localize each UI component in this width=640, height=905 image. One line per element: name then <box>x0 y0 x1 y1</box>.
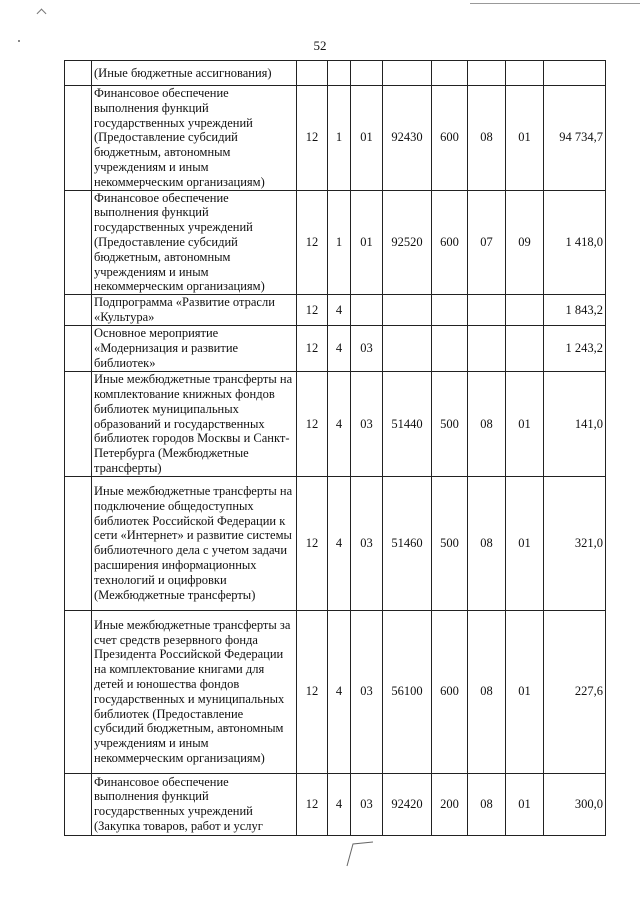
section-cell: 07 <box>468 190 506 295</box>
name-cell: Финансовое обеспечение выполнения функций государственных учреждений (Предоставление субсидий бюджетным, автономным учреждениям и иным некоммерческим организациям) <box>92 190 297 295</box>
table-row <box>65 295 606 326</box>
row-number-cell <box>65 295 92 326</box>
program-code-cell: 12 <box>297 86 328 191</box>
subsection-cell: 01 <box>506 86 544 191</box>
subprogram-code-cell: 4 <box>328 326 351 372</box>
subsection-cell: 01 <box>506 476 544 610</box>
table-row <box>65 326 606 372</box>
target-article-cell <box>383 326 432 372</box>
activity-code-cell: 01 <box>351 86 383 191</box>
table-row <box>65 61 606 86</box>
target-article-cell: 92430 <box>383 86 432 191</box>
page-number: 52 <box>313 38 327 53</box>
table-row <box>65 476 606 610</box>
expense-type-cell: 500 <box>432 476 468 610</box>
expense-type-cell: 600 <box>432 190 468 295</box>
section-cell: 08 <box>468 372 506 477</box>
subprogram-code-cell: 1 <box>328 190 351 295</box>
activity-code-cell: 03 <box>351 372 383 477</box>
subsection-cell <box>506 326 544 372</box>
name-cell: Иные межбюджетные трансферты на комплектование книжных фондов библиотек муниципальных образований и государственных библиотек городов Москвы и Санкт-Петербурга (Межбюджетные трансферты) <box>92 372 297 477</box>
row-number-cell <box>65 476 92 610</box>
row-number-cell <box>65 773 92 835</box>
table-row <box>65 86 606 191</box>
target-article-cell: 92520 <box>383 190 432 295</box>
amount-cell: 227,6 <box>544 610 606 773</box>
target-article-cell <box>383 295 432 326</box>
table-row <box>65 610 606 773</box>
target-article-cell: 92420 <box>383 773 432 835</box>
row-number-cell <box>65 86 92 191</box>
expense-type-cell: 200 <box>432 773 468 835</box>
row-number-cell <box>65 610 92 773</box>
name-cell: Иные межбюджетные трансферты на подключение общедоступных библиотек Российской Федерации к сети «Интернет» и развитие системы библиотечного дела с учетом задачи расширения информационных технологий и оцифровки (Межбюджетные трансферты) <box>92 476 297 610</box>
name-cell: Финансовое обеспечение выполнения функций государственных учреждений (Предоставление субсидий бюджетным, автономным учреждениям и иным некоммерческим организациям) <box>92 86 297 191</box>
amount-cell: 321,0 <box>544 476 606 610</box>
table-row <box>65 190 606 295</box>
program-code-cell: 12 <box>297 476 328 610</box>
amount-cell: 300,0 <box>544 773 606 835</box>
program-code-cell <box>297 61 328 86</box>
section-cell: 08 <box>468 610 506 773</box>
amount-cell <box>544 61 606 86</box>
activity-code-cell: 03 <box>351 773 383 835</box>
subsection-cell: 01 <box>506 610 544 773</box>
expense-type-cell: 600 <box>432 610 468 773</box>
subprogram-code-cell <box>328 61 351 86</box>
section-cell: 08 <box>468 476 506 610</box>
activity-code-cell: 03 <box>351 326 383 372</box>
section-cell: 08 <box>468 86 506 191</box>
activity-code-cell: 03 <box>351 610 383 773</box>
name-cell: Финансовое обеспечение выполнения функций государственных учреждений (Закупка товаров, работ и услуг <box>92 773 297 835</box>
subprogram-code-cell: 4 <box>328 372 351 477</box>
name-cell: Иные межбюджетные трансферты за счет средств резервного фонда Президента Российской Федерации на комплектование книгами для детей и юношества фондов государственных и муниципальных библиотек (Предоставление субсидий бюджетным, автономным учреждениям и иным некоммерческим организациям) <box>92 610 297 773</box>
expense-type-cell <box>432 61 468 86</box>
table-row <box>65 372 606 477</box>
subprogram-code-cell: 4 <box>328 773 351 835</box>
name-cell: (Иные бюджетные ассигнования) <box>92 61 297 86</box>
row-number-cell <box>65 372 92 477</box>
program-code-cell: 12 <box>297 372 328 477</box>
budget-table <box>64 60 606 836</box>
target-article-cell: 51460 <box>383 476 432 610</box>
subsection-cell <box>506 295 544 326</box>
amount-cell: 1 843,2 <box>544 295 606 326</box>
subsection-cell: 01 <box>506 372 544 477</box>
section-cell <box>468 61 506 86</box>
scan-edge-line <box>470 3 640 4</box>
program-code-cell: 12 <box>297 295 328 326</box>
subprogram-code-cell: 4 <box>328 295 351 326</box>
target-article-cell: 56100 <box>383 610 432 773</box>
row-number-cell <box>65 190 92 295</box>
expense-type-cell <box>432 326 468 372</box>
subprogram-code-cell: 1 <box>328 86 351 191</box>
expense-type-cell: 600 <box>432 86 468 191</box>
scan-corner-mark <box>37 9 47 19</box>
expense-type-cell: 500 <box>432 372 468 477</box>
amount-cell: 94 734,7 <box>544 86 606 191</box>
pen-mark <box>345 838 375 868</box>
subsection-cell <box>506 61 544 86</box>
amount-cell: 1 243,2 <box>544 326 606 372</box>
activity-code-cell <box>351 295 383 326</box>
target-article-cell <box>383 61 432 86</box>
subsection-cell: 09 <box>506 190 544 295</box>
program-code-cell: 12 <box>297 326 328 372</box>
expense-type-cell <box>432 295 468 326</box>
program-code-cell: 12 <box>297 610 328 773</box>
activity-code-cell <box>351 61 383 86</box>
activity-code-cell: 03 <box>351 476 383 610</box>
target-article-cell: 51440 <box>383 372 432 477</box>
program-code-cell: 12 <box>297 190 328 295</box>
activity-code-cell: 01 <box>351 190 383 295</box>
section-cell <box>468 326 506 372</box>
subsection-cell: 01 <box>506 773 544 835</box>
name-cell: Основное мероприятие «Модернизация и развитие библиотек» <box>92 326 297 372</box>
subprogram-code-cell: 4 <box>328 476 351 610</box>
section-cell: 08 <box>468 773 506 835</box>
row-number-cell <box>65 61 92 86</box>
amount-cell: 141,0 <box>544 372 606 477</box>
program-code-cell: 12 <box>297 773 328 835</box>
subprogram-code-cell: 4 <box>328 610 351 773</box>
section-cell <box>468 295 506 326</box>
name-cell: Подпрограмма «Развитие отрасли «Культура» <box>92 295 297 326</box>
row-number-cell <box>65 326 92 372</box>
amount-cell: 1 418,0 <box>544 190 606 295</box>
table-row <box>65 773 606 835</box>
